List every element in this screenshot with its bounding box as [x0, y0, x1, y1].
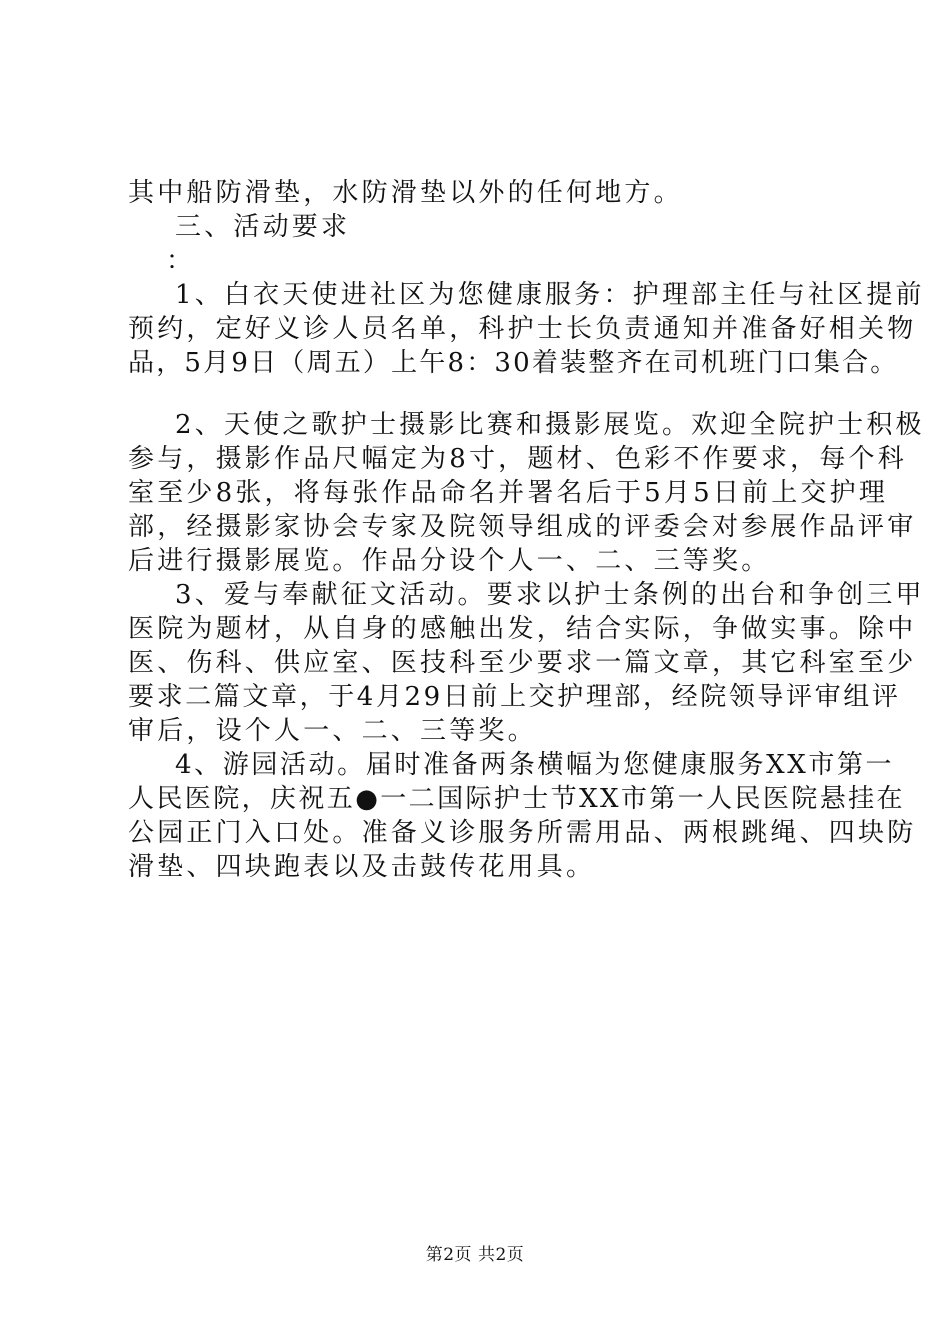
- item-4-line-1: 4、游园活动。届时准备两条横幅为您健康服务XX市第一: [175, 750, 895, 780]
- item-2-line-2: 参与，摄影作品尺幅定为8寸，题材、色彩不作要求，每个科: [128, 444, 907, 474]
- item-1-line-3: 品，5月9日（周五）上午8：30着装整齐在司机班门口集合。: [128, 348, 899, 378]
- item-3-line-3: 医、伤科、供应室、医技科至少要求一篇文章，其它科室至少: [128, 648, 917, 678]
- item-3-line-1: 3、爱与奉献征文活动。要求以护士条例的出台和争创三甲: [175, 580, 925, 610]
- item-4-line-2: 人民医院，庆祝五●一二国际护士节XX市第一人民医院悬挂在: [128, 784, 905, 814]
- item-3-line-5: 审后，设个人一、二、三等奖。: [128, 716, 537, 746]
- item-3-line-2: 医院为题材，从自身的感触出发，结合实际，争做实事。除中: [128, 614, 917, 644]
- item-2-line-1: 2、天使之歌护士摄影比赛和摄影展览。欢迎全院护士积极: [175, 410, 925, 440]
- item-1-line-1: 1、白衣天使进社区为您健康服务：护理部主任与社区提前: [175, 280, 925, 310]
- item-1-line-2: 预约，定好义诊人员名单，科护士长负责通知并准备好相关物: [128, 314, 917, 344]
- section-heading: 三、活动要求: [175, 212, 351, 242]
- item-4-line-3: 公园正门入口处。准备义诊服务所需用品、两根跳绳、四块防: [128, 818, 917, 848]
- text-line-1: 其中船防滑垫，水防滑垫以外的任何地方。: [128, 178, 683, 208]
- page-number-footer: 第2页 共2页: [425, 1245, 525, 1265]
- item-2-line-4: 部，经摄影家协会专家及院领导组成的评委会对参展作品评审: [128, 512, 917, 542]
- item-3-line-4: 要求二篇文章，于4月29日前上交护理部，经院领导评审组评: [128, 682, 901, 712]
- item-2-line-3: 室至少8张，将每张作品命名并署名后于5月5日前上交护理: [128, 478, 889, 508]
- item-2-line-5: 后进行摄影展览。作品分设个人一、二、三等奖。: [128, 546, 771, 576]
- text-line-colon: ：: [166, 246, 196, 276]
- item-4-line-4: 滑垫、四块跑表以及击鼓传花用具。: [128, 852, 596, 882]
